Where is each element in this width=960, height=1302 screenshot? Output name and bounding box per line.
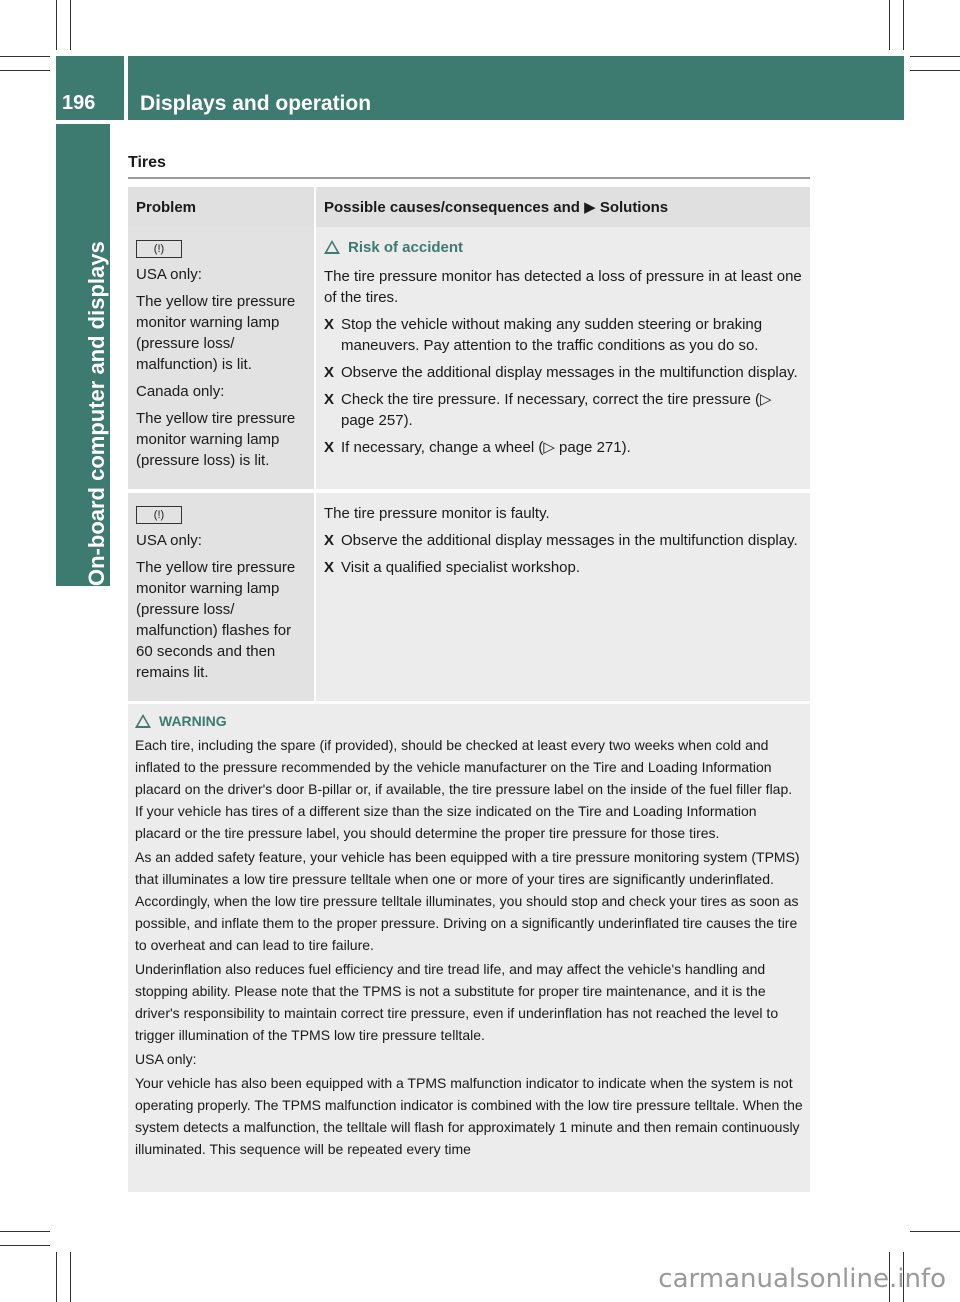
chapter-title: Displays and operation — [140, 92, 372, 115]
page-number: 196 — [62, 92, 96, 114]
crop-mark — [0, 1231, 50, 1232]
warning-box — [128, 704, 810, 1192]
warning-paragraph: Each tire, including the spare (if provided), should be checked at least every two weeks when cold and inflated to the pressure recommended by the vehicle manufacturer on the Tire and Loading Information placard on the driver's door B-pillar or, if available, the tire pressure label on the inside of the fuel filler flap. If your vehicle has tires of a different size than the size indicated on the Tire and Loading Information placard or the tire pressure label, you should determine the proper tire pressure for those tires. — [135, 737, 793, 841]
table-row — [128, 491, 810, 701]
warning-paragraph: Your vehicle has also been equipped with a TPMS malfunction indicator to indicate when the system is not operating properly. The TPMS malfunction indicator is combined with the low tire pressure telltale. When the system detects a malfunction, the telltale will flash for approximately 1 minute and then remain continuously illuminated. This sequence will be repeated every time — [135, 1075, 803, 1157]
problem-text: USA only: — [136, 266, 202, 283]
problem-text: USA only: — [136, 532, 202, 549]
solution-cell — [315, 491, 810, 701]
crop-mark — [903, 0, 904, 50]
tire-pressure-warning-icon: (!) — [136, 240, 182, 258]
table-header-row — [128, 187, 810, 227]
solution-step: X Observe the additional display messages in the multifunction display. — [324, 364, 798, 381]
step-arrow-icon: X — [324, 559, 335, 576]
step-arrow-icon: X — [324, 364, 335, 381]
step-arrow-icon: X — [324, 391, 335, 408]
crop-mark — [70, 0, 71, 50]
step-arrow-icon: X — [324, 439, 335, 456]
solution-step: X Stop the vehicle without making any sudden steering or braking maneuvers. Pay attention to the traffic conditions as you do so. — [324, 316, 763, 354]
crop-mark — [56, 0, 57, 50]
crop-mark — [0, 70, 50, 71]
header-problem: Problem — [128, 187, 315, 227]
problem-cell — [128, 491, 315, 701]
problem-text: Canada only: — [136, 383, 225, 400]
header-solutions: Possible causes/consequences and ▶ Solutions — [315, 187, 810, 227]
crop-mark — [70, 1252, 71, 1302]
table-row — [128, 227, 810, 491]
problem-text: The yellow tire pressure monitor warning lamp (pressure loss) is lit. — [136, 410, 296, 469]
solution-step: X Check the tire pressure. If necessary, correct the tire pressure (▷ page 257). — [324, 391, 772, 429]
problem-cell — [128, 227, 315, 491]
crop-mark — [0, 56, 50, 57]
problem-text: The yellow tire pressure monitor warning lamp (pressure loss/ malfunction) flashes for 60 seconds and then remains lit. — [136, 559, 296, 681]
solution-cell — [315, 227, 810, 491]
crop-mark — [910, 70, 960, 71]
tires-table — [128, 187, 810, 701]
warning-heading — [135, 710, 803, 732]
tire-pressure-warning-icon: (!) — [136, 506, 182, 524]
risk-heading — [324, 237, 802, 258]
section-rule — [128, 177, 810, 179]
solution-step: X Observe the additional display messages in the multifunction display. — [324, 532, 798, 549]
warning-paragraph: Underinflation also reduces fuel efficiency and tire tread life, and may affect the vehicle's handling and stopping ability. Please note that the TPMS is not a substitute for proper tire maintenance, and it is the driver's responsibility to maintain correct tire pressure, even if underinflation has not reached the level to trigger illumination of the TPMS low tire pressure telltale. — [135, 961, 779, 1043]
risk-label: Risk of accident — [348, 239, 464, 256]
cause-text: The tire pressure monitor has detected a loss of pressure in at least one of the tires. — [324, 268, 802, 306]
crop-mark — [0, 1245, 50, 1246]
cause-text: The tire pressure monitor is faulty. — [324, 505, 550, 522]
crop-mark — [56, 1252, 57, 1302]
step-arrow-icon: X — [324, 532, 335, 549]
crop-mark — [910, 56, 960, 57]
warning-paragraph: As an added safety feature, your vehicle has been equipped with a tire pressure monitoring system (TPMS) that illuminates a low tire pressure telltale when one or more of your tires are significantly underinflated. Accordingly, when the low tire pressure telltale illuminates, you should stop and check your tires as soon as possible, and inflate them to the proper pressure. Driving on a significantly underinflated tire causes the tire to overheat and can lead to tire failure. — [135, 849, 800, 953]
warning-triangle-icon — [324, 240, 340, 254]
step-arrow-icon: X — [324, 316, 335, 333]
side-tab-label: On-board computer and displays — [84, 241, 109, 586]
solution-step: X Visit a qualified specialist workshop. — [324, 559, 581, 576]
problem-text: The yellow tire pressure monitor warning lamp (pressure loss/ malfunction) is lit. — [136, 293, 296, 373]
crop-mark — [889, 0, 890, 50]
warning-paragraph: USA only: — [135, 1051, 197, 1067]
crop-mark — [910, 1231, 960, 1232]
watermark: carmanualsonline.info — [658, 1264, 946, 1294]
solution-step: X If necessary, change a wheel (▷ page 271). — [324, 439, 631, 456]
warning-title: WARNING — [159, 713, 227, 729]
header-divider — [124, 56, 128, 120]
warning-triangle-icon — [135, 714, 151, 728]
section-title: Tires — [128, 154, 166, 171]
